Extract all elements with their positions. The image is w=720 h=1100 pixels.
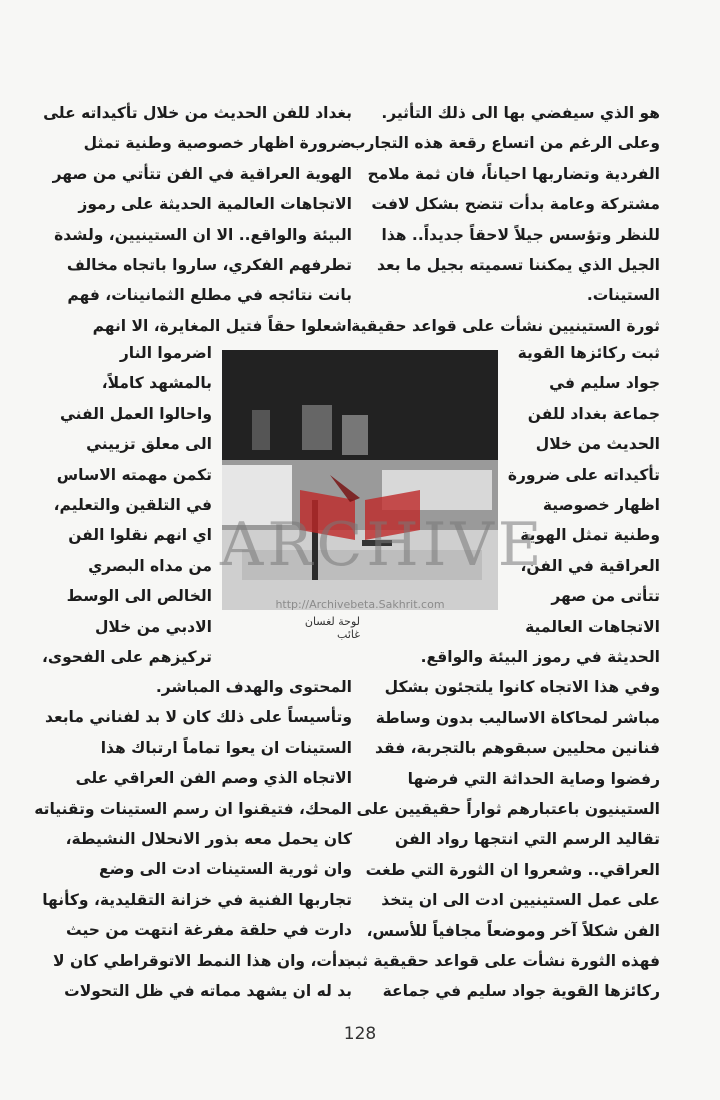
text-line: الحديثة في رموز البيئة والواقع. (420, 648, 660, 666)
text-line: الستينات ان يعوا تماماً ارتباك هذا (100, 738, 352, 757)
text-line: فنانين محليين سبقوهم بالتجربة، فقد (375, 739, 660, 758)
text-line: الفردية وتضاربها احياناً، فان ثمة ملامح (367, 164, 660, 183)
text-line: بد له ان يشهد مماته في ظل التحولات (64, 982, 352, 1001)
text-line: كان يحمل معه بذور الانحلال النشيطة، (65, 830, 352, 849)
text-line: جواد سليم في (549, 374, 660, 393)
figure-caption: لوحة لغسان غائب (304, 615, 360, 641)
text-line: العراقي.. وشعروا ان الثورة التي طغت (365, 860, 660, 879)
text-line: من مداه البصري (88, 556, 212, 575)
page-number: 128 (343, 1024, 377, 1044)
text-line: العراقية في الفن، (520, 556, 660, 575)
text-line: تطرفهم الفكري، ساروا باتجاه مخالف (66, 256, 352, 275)
text-line: ثورة الستينيين نشأت على قواعد حقيقية (351, 316, 660, 335)
text-line: واحالوا العمل الفني (60, 404, 212, 423)
text-line: بغداد للفن الحديث من خلال تأكيداته على (43, 104, 352, 122)
text-line: وعلى الرغم من اتساع رقعة هذه التجارب (349, 134, 660, 153)
text-line: وتأسيساً على ذلك كان لا بد لفناني مابعد (45, 708, 352, 727)
text-line: الجيل الذي يمكننا تسميته بجيل ما بعد (377, 256, 660, 275)
text-line: بدأت، وان هذا النمط الاتوقراطي كان لا (53, 951, 352, 970)
text-line: الخالص الى الوسط (66, 587, 212, 606)
text-line: الهوية العراقية في الفن تتأتي من صهر (52, 164, 352, 183)
right-column-bottom (339, 642, 660, 1007)
text-line: البيئة والواقع.. الا ان الستينيين، ولشدة (54, 225, 352, 244)
text-line: هو الذي سيفضي بها الى ذلك التأثير. (381, 104, 660, 122)
right-column-top (349, 98, 660, 341)
text-line: ضرورة اظهار خصوصية وطنية تمثل (83, 134, 352, 153)
text-line: جماعة بغداد للفن (527, 404, 660, 423)
text-line: تجاربها الفنية في خزانة التقليدية، وكأنها (42, 890, 352, 909)
text-line: اشعلوا حقاً فتيل المغايرة، الا انهم (92, 316, 352, 335)
text-line: على عمل الستينيين ادت الى ان يتخذ (381, 891, 660, 910)
text-line: مشتركة وعامة بدأت تتضح بشكل لافت (371, 195, 660, 214)
text-line: بالمشهد كاملاً، (101, 374, 212, 393)
text-line: تتأتى من صهر (551, 587, 660, 606)
text-line: الاتجاهات العالمية الحديثة على رموز (78, 195, 352, 214)
text-line: الاتجاه الذي وصم الفن العراقي على (75, 769, 352, 788)
text-line: رفضوا وصاية الحداثة التي فرضها (407, 769, 660, 788)
archive-watermark: ARCHIVE (220, 510, 546, 580)
text-line: مباشر لمحاكاة الاساليب بدون وساطة (375, 708, 660, 727)
text-line: ركائزها القوية جواد سليم في جماعة (382, 982, 660, 1001)
archive-watermark-url: http://Archivebeta.Sakhrit.com (275, 598, 445, 611)
text-line: الستينات. (586, 286, 660, 305)
text-line: ثبت ركائزها القوية (517, 344, 660, 362)
text-line: الادبي من خلال (94, 617, 212, 636)
text-line: الحديث من خلال (535, 435, 660, 454)
text-line: دارت في حلقة مفرغة انتهت من حيث (66, 921, 352, 940)
text-line: تأكيداته على ضرورة (507, 465, 660, 484)
text-line: وان ثورية الستينات ادت الى وضع (99, 860, 352, 879)
text-line: اي انهم نقلوا الفن (68, 526, 212, 545)
text-line: تكمن مهمته الاساس (56, 465, 212, 484)
text-line: الفن شكلاً آخر وموضعاً مجافياً للأسس، (366, 921, 660, 940)
text-line: المحك، فتيقنوا ان رسم الستينات وتقنياته (34, 799, 352, 818)
text-line: وطنية تمثل الهوية (520, 526, 660, 545)
text-line: في التلقين والتعليم، (53, 496, 212, 515)
text-line: تركيزهم على الفحوى، (41, 648, 212, 667)
right-column-wrap (500, 338, 660, 642)
text-line: الستينيون باعتبارهم ثواراً حقيقيين على (356, 800, 660, 819)
left-column-wrap (41, 338, 212, 672)
text-line: المحتوى والهدف المباشر. (155, 678, 352, 696)
text-line: اظهار خصوصية (542, 496, 660, 515)
text-line: بانت نتائجه في مطلع الثمانينات، فهم (67, 286, 352, 305)
text-line: الى معلق تزييني (86, 435, 212, 454)
text-line: وفي هذا الاتجاه كانوا يلتجئون بشكل (384, 678, 660, 697)
left-column-bottom (34, 672, 352, 1006)
text-line: فهذه الثورة نشأت على قواعد حقيقية ثبت (339, 952, 660, 971)
text-line: الاتجاهات العالمية (525, 617, 660, 636)
text-line: للنظر وتؤسس جيلاً لاحقاً جديداً.. هذا (381, 225, 660, 244)
text-line: تقاليد الرسم التي انتجها رواد الفن (395, 830, 660, 849)
left-column-top (43, 98, 352, 341)
text-line: اضرموا النار (119, 344, 212, 362)
